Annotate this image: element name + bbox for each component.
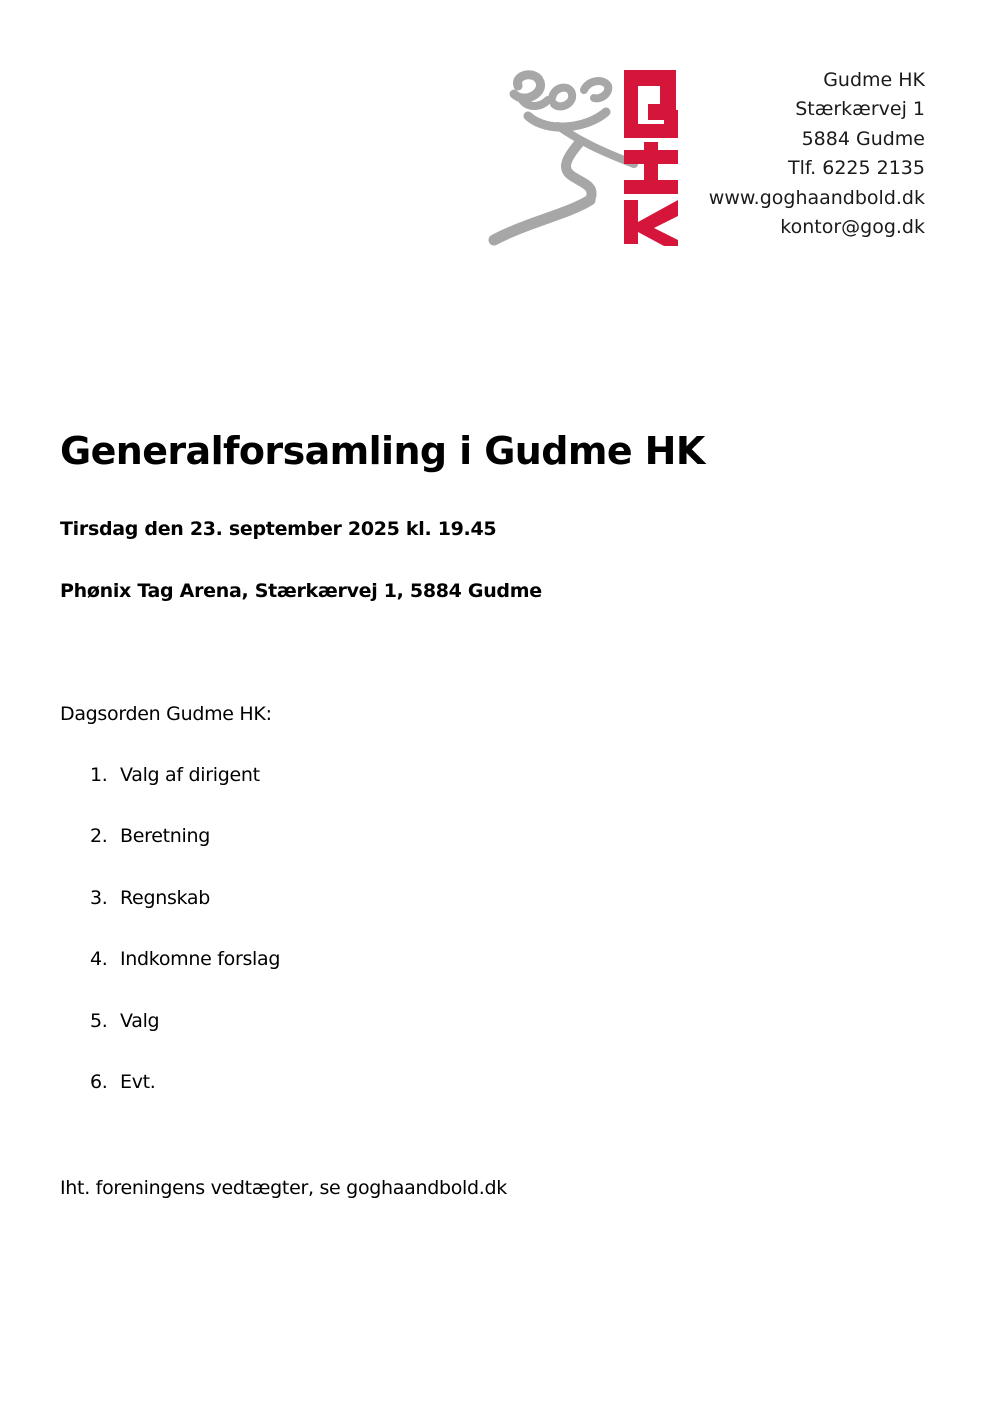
agenda-item-number: 2. — [90, 825, 108, 848]
club-name: Gudme HK — [823, 69, 925, 91]
handball-player-logo-icon — [488, 64, 688, 250]
website-link[interactable]: www.goghaandbold.dk — [708, 186, 925, 209]
agenda-item-number: 3. — [90, 886, 108, 909]
bylaws-note: Iht. foreningens vedtægter, se goghaandbold.dk — [60, 1177, 507, 1199]
agenda-item-text: Beretning — [120, 825, 210, 848]
agenda-heading: Dagsorden Gudme HK: — [60, 703, 272, 725]
meeting-location: Phønix Tag Arena, Stærkærvej 1, 5884 Gudme — [60, 580, 542, 602]
street-address: Stærkærvej 1 — [795, 98, 925, 121]
contact-block — [709, 66, 925, 242]
email-link[interactable]: kontor@gog.dk — [780, 216, 925, 239]
agenda-item-text: Valg af dirigent — [120, 764, 260, 786]
agenda-item-text: Indkomne forslag — [120, 948, 281, 971]
agenda-item-number: 6. — [90, 1071, 108, 1093]
agenda-item-text: Evt. — [120, 1071, 156, 1093]
phone-number: Tlf. 6225 2135 — [787, 157, 925, 180]
agenda-item-number: 5. — [90, 1009, 108, 1032]
agenda-item-number: 1. — [90, 764, 108, 786]
agenda-item-text: Valg — [120, 1009, 160, 1032]
agenda-item-number: 4. — [90, 948, 108, 971]
meeting-date: Tirsdag den 23. september 2025 kl. 19.45 — [60, 518, 497, 540]
page-title: Generalforsamling i Gudme HK — [60, 429, 705, 473]
postal-city: 5884 Gudme — [801, 127, 925, 150]
agenda-item-text: Regnskab — [120, 886, 211, 909]
